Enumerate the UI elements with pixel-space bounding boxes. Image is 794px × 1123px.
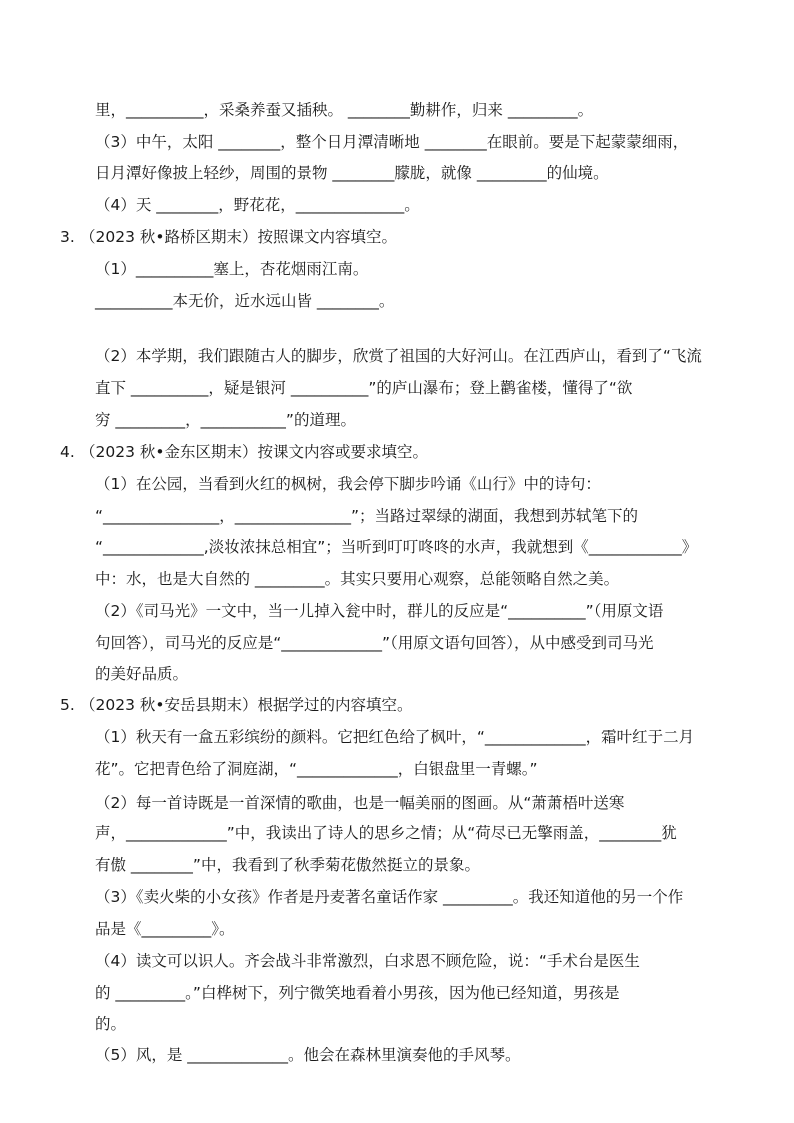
question-5-heading	[0, 690, 794, 720]
line-text: （3）中午，太阳 ________，整个日月潭清晰地 ________在眼前。要是下起蒙蒙细雨，	[95, 133, 689, 151]
text-line	[0, 818, 794, 848]
text-line	[0, 341, 794, 371]
question-3-heading	[0, 222, 794, 252]
text-line	[0, 1009, 794, 1039]
text-line	[0, 628, 794, 658]
text-line	[0, 158, 794, 188]
line-text: 穷 _________，___________”的道理。	[95, 411, 356, 429]
line-text: 里，__________，采桑养蚕又插秧。 ________勤耕作，归来 _________。	[95, 101, 594, 119]
line-text: （3）《卖火柴的小女孩》作者是丹麦著名童话作家 _________。我还知道他的另一个作	[95, 888, 684, 906]
line-text: 的 _________。”白桦树下，列宁微笑地看着小男孩，因为他已经知道，男孩是	[95, 984, 620, 1002]
text-line	[0, 754, 794, 784]
line-text: 直下 __________，疑是银河 __________”的庐山瀑布；登上鹳雀楼，懂得了“欲	[95, 379, 633, 397]
line-text: 的美好品质。	[95, 665, 189, 683]
line-text: 有傲 ________”中，我看到了秋季菊花傲然挺立的景象。	[95, 856, 480, 874]
line-text: （4）读文可以识人。齐会战斗非常激烈，白求恩不顾危险，说：“手术台是医生	[95, 952, 640, 970]
question-number: 5.	[60, 696, 75, 714]
text-line	[0, 564, 794, 594]
line-text: 的。	[95, 1015, 127, 1033]
text-line	[0, 286, 794, 316]
question-4-heading	[0, 437, 794, 467]
line-text: （1）在公园，当看到火红的枫树，我会停下脚步吟诵《山行》中的诗句：	[95, 475, 601, 493]
question-number: 3.	[60, 228, 75, 246]
text-line	[0, 882, 794, 912]
line-text: “_____________,淡妆浓抹总相宜”；当听到叮叮咚咚的水声，我就想到《____________》	[95, 538, 698, 556]
text-line	[0, 405, 794, 435]
text-line	[0, 95, 794, 125]
line-text: “_______________，_______________”；当路过翠绿的湖面，我想到苏轼笔下的	[95, 507, 639, 525]
text-line	[0, 254, 794, 284]
line-text: （1）秋天有一盒五彩缤纷的颜料。它把红色给了枫叶，“_____________，霜叶红于二月	[95, 728, 695, 746]
line-text: __________本无价，近水远山皆 ________。	[95, 292, 395, 310]
text-line	[0, 914, 794, 944]
question-source: （2023 秋•金东区期末）按课文内容或要求填空。	[80, 443, 429, 461]
question-number: 4.	[60, 443, 75, 461]
text-line	[0, 659, 794, 689]
line-text: 花”。它把青色给了洞庭湖，“_____________，白银盘里一青螺。”	[95, 760, 538, 778]
line-text: （1）__________塞上，杏花烟雨江南。	[95, 260, 369, 278]
text-line	[0, 373, 794, 403]
text-line	[0, 722, 794, 752]
line-text: 句回答），司马光的反应是“_____________”（用原文语句回答），从中感受到司马光	[95, 634, 654, 652]
question-source: （2023 秋•路桥区期末）按照课文内容填空。	[80, 228, 398, 246]
line-text: 品是《_________》。	[95, 920, 235, 938]
text-line	[0, 788, 794, 818]
line-text: （2）每一首诗既是一首深情的歌曲，也是一幅美丽的图画。从“萧萧梧叶送寒	[95, 794, 625, 812]
line-text: 声，_____________”中，我读出了诗人的思乡之情；从“荷尽已无擎雨盖，________犹	[95, 824, 677, 842]
line-text: （4）天 ________，野花花，______________。	[95, 196, 420, 214]
text-line	[0, 946, 794, 976]
text-line	[0, 596, 794, 626]
question-source: （2023 秋•安岳县期末）根据学过的内容填空。	[80, 696, 413, 714]
text-line	[0, 469, 794, 499]
text-line	[0, 1040, 794, 1070]
line-text: （2）《司马光》一文中，当一儿掉入瓮中时，群儿的反应是“__________”（用原文语	[95, 602, 664, 620]
text-line	[0, 850, 794, 880]
text-line	[0, 978, 794, 1008]
line-text: （5）风，是 _____________。他会在森林里演奏他的手风琴。	[95, 1046, 521, 1064]
text-line	[0, 190, 794, 220]
line-text: （2）本学期，我们跟随古人的脚步，欣赏了祖国的大好河山。在江西庐山，看到了“飞流	[95, 347, 702, 365]
line-text: 中：水，也是大自然的 _________。其实只要用心观察，总能领略自然之美。	[95, 570, 620, 588]
text-line	[0, 501, 794, 531]
text-line	[0, 532, 794, 562]
text-line	[0, 127, 794, 157]
line-text: 日月潭好像披上轻纱，周围的景物 ________朦胧，就像 _________的仙境。	[95, 164, 609, 182]
